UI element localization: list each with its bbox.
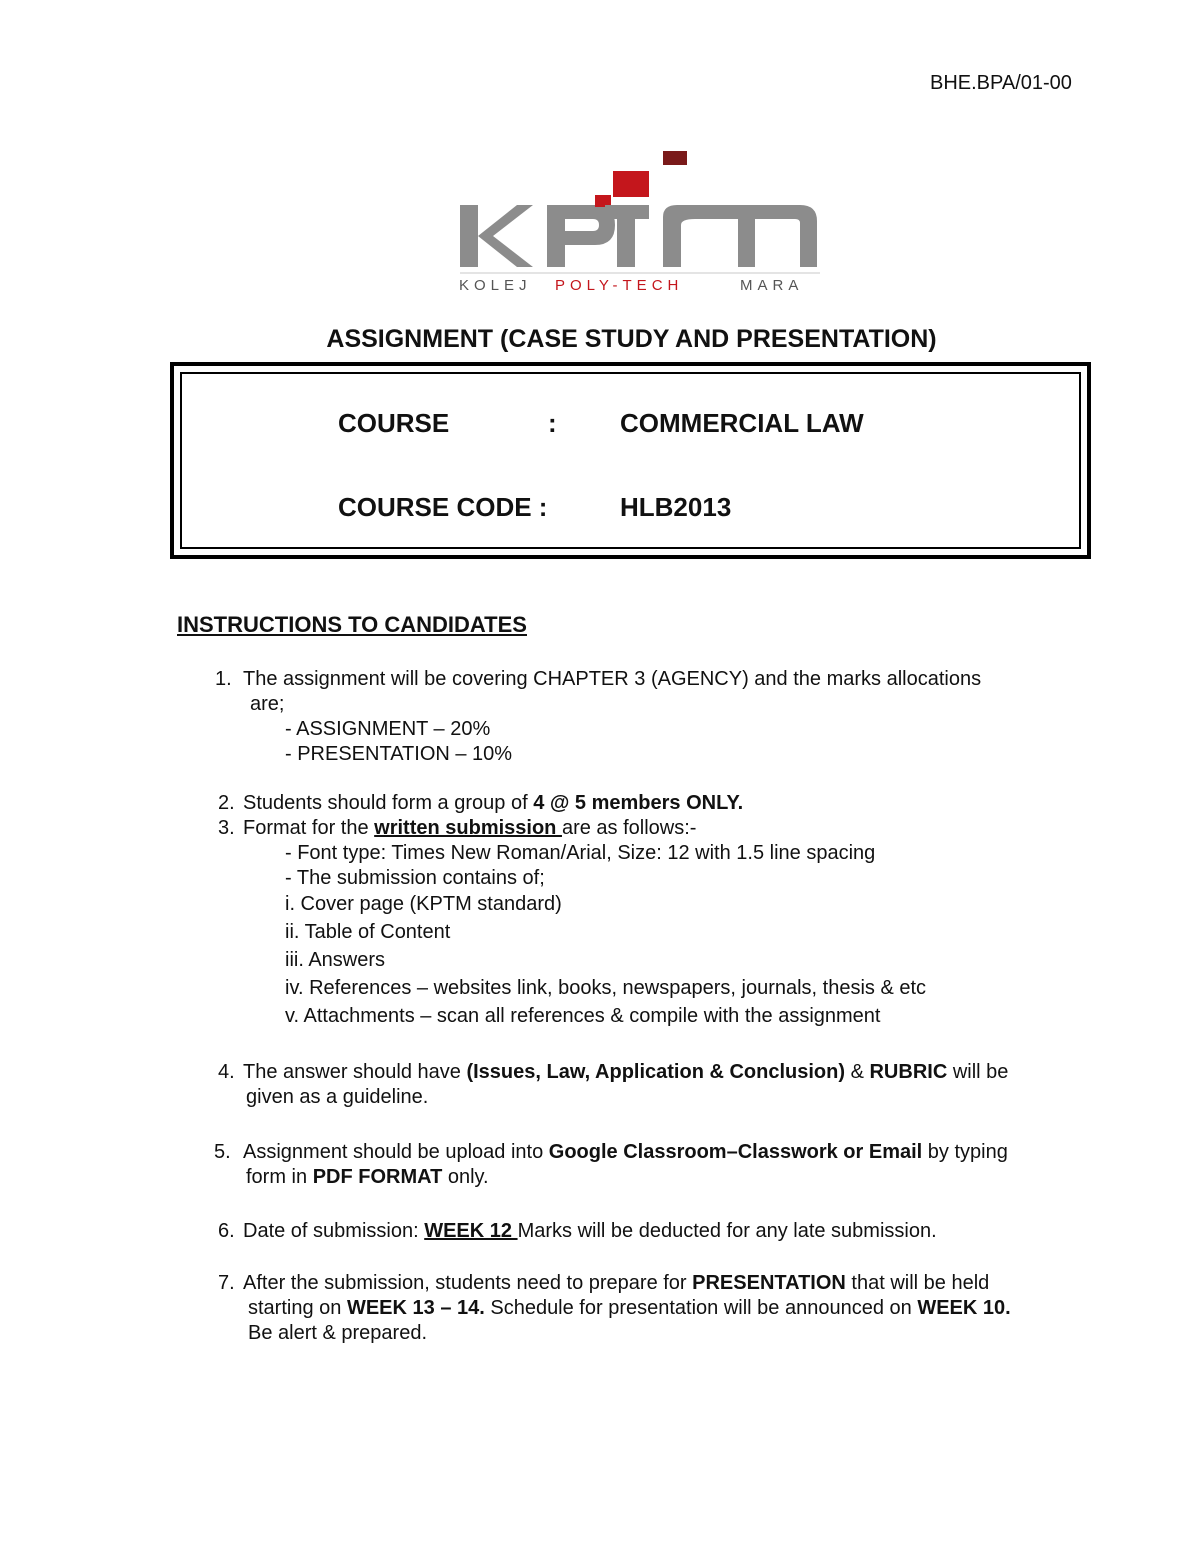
document-reference: BHE.BPA/01-00 bbox=[930, 72, 1072, 94]
item-6-number: 6. bbox=[218, 1220, 235, 1242]
item-1-presentation-weight: - PRESENTATION – 10% bbox=[285, 743, 513, 765]
instructions-heading: INSTRUCTIONS TO CANDIDATES bbox=[177, 612, 527, 637]
item-7-line-2: starting on WEEK 13 – 14. Schedule for presentation will be announced on WEEK 10. bbox=[248, 1297, 1011, 1319]
item-5-line-2: form in PDF FORMAT only. bbox=[246, 1166, 489, 1188]
item-7-number: 7. bbox=[218, 1272, 235, 1294]
item-6-text: Date of submission: WEEK 12 Marks will be deducted for any late submission. bbox=[243, 1220, 937, 1242]
kptm-logo bbox=[455, 145, 825, 295]
item-5-text: Assignment should be upload into Google Classroom–Classwork or Email by typing bbox=[243, 1141, 1008, 1163]
item-1-line-2: are; bbox=[250, 693, 285, 715]
item-7-text: After the submission, students need to prepare for PRESENTATION that will be held bbox=[243, 1272, 990, 1294]
item-3-sub-toc: ii. Table of Content bbox=[285, 921, 451, 943]
logo-tagline-mara: MARA bbox=[740, 277, 804, 294]
logo-mark bbox=[460, 151, 817, 267]
item-3-number: 3. bbox=[218, 817, 235, 839]
item-3-sub-attachments: v. Attachments – scan all references & compile with the assignment bbox=[285, 1005, 881, 1027]
item-3-sub-font: - Font type: Times New Roman/Arial, Size: 12 with 1.5 line spacing bbox=[285, 842, 876, 864]
item-4-number: 4. bbox=[218, 1061, 235, 1083]
item-1-assignment-weight: - ASSIGNMENT – 20% bbox=[285, 718, 491, 740]
logo-tagline-polytech: POLY-TECH bbox=[555, 277, 684, 294]
item-1-line-1: The assignment will be covering CHAPTER 3 (AGENCY) and the marks allocations bbox=[243, 668, 982, 690]
item-4-line-2: given as a guideline. bbox=[246, 1086, 429, 1108]
course-colon: : bbox=[548, 408, 557, 438]
item-3-text: Format for the written submission are as follows:- bbox=[243, 817, 697, 839]
course-label: COURSE bbox=[338, 408, 450, 438]
course-code-value: HLB2013 bbox=[620, 492, 732, 522]
item-1-number: 1. bbox=[215, 668, 232, 690]
item-7-line-3: Be alert & prepared. bbox=[248, 1322, 427, 1344]
course-code-label: COURSE CODE : bbox=[338, 492, 548, 522]
item-2-number: 2. bbox=[218, 792, 235, 814]
course-info-box bbox=[170, 362, 1091, 559]
item-3-sub-contents: - The submission contains of; bbox=[285, 867, 545, 889]
item-2-text: Students should form a group of 4 @ 5 members ONLY. bbox=[243, 792, 744, 814]
assignment-title: ASSIGNMENT (CASE STUDY AND PRESENTATION) bbox=[326, 325, 937, 353]
item-3-sub-answers: iii. Answers bbox=[285, 949, 386, 971]
item-4-text: The answer should have (Issues, Law, Application & Conclusion) & RUBRIC will be bbox=[243, 1061, 1009, 1083]
item-3-sub-cover: i. Cover page (KPTM standard) bbox=[285, 893, 562, 915]
item-3-sub-references: iv. References – websites link, books, newspapers, journals, thesis & etc bbox=[285, 977, 927, 999]
item-5-number: 5. bbox=[214, 1141, 231, 1163]
course-name: COMMERCIAL LAW bbox=[620, 408, 864, 438]
logo-tagline-kolej: KOLEJ bbox=[459, 277, 532, 294]
